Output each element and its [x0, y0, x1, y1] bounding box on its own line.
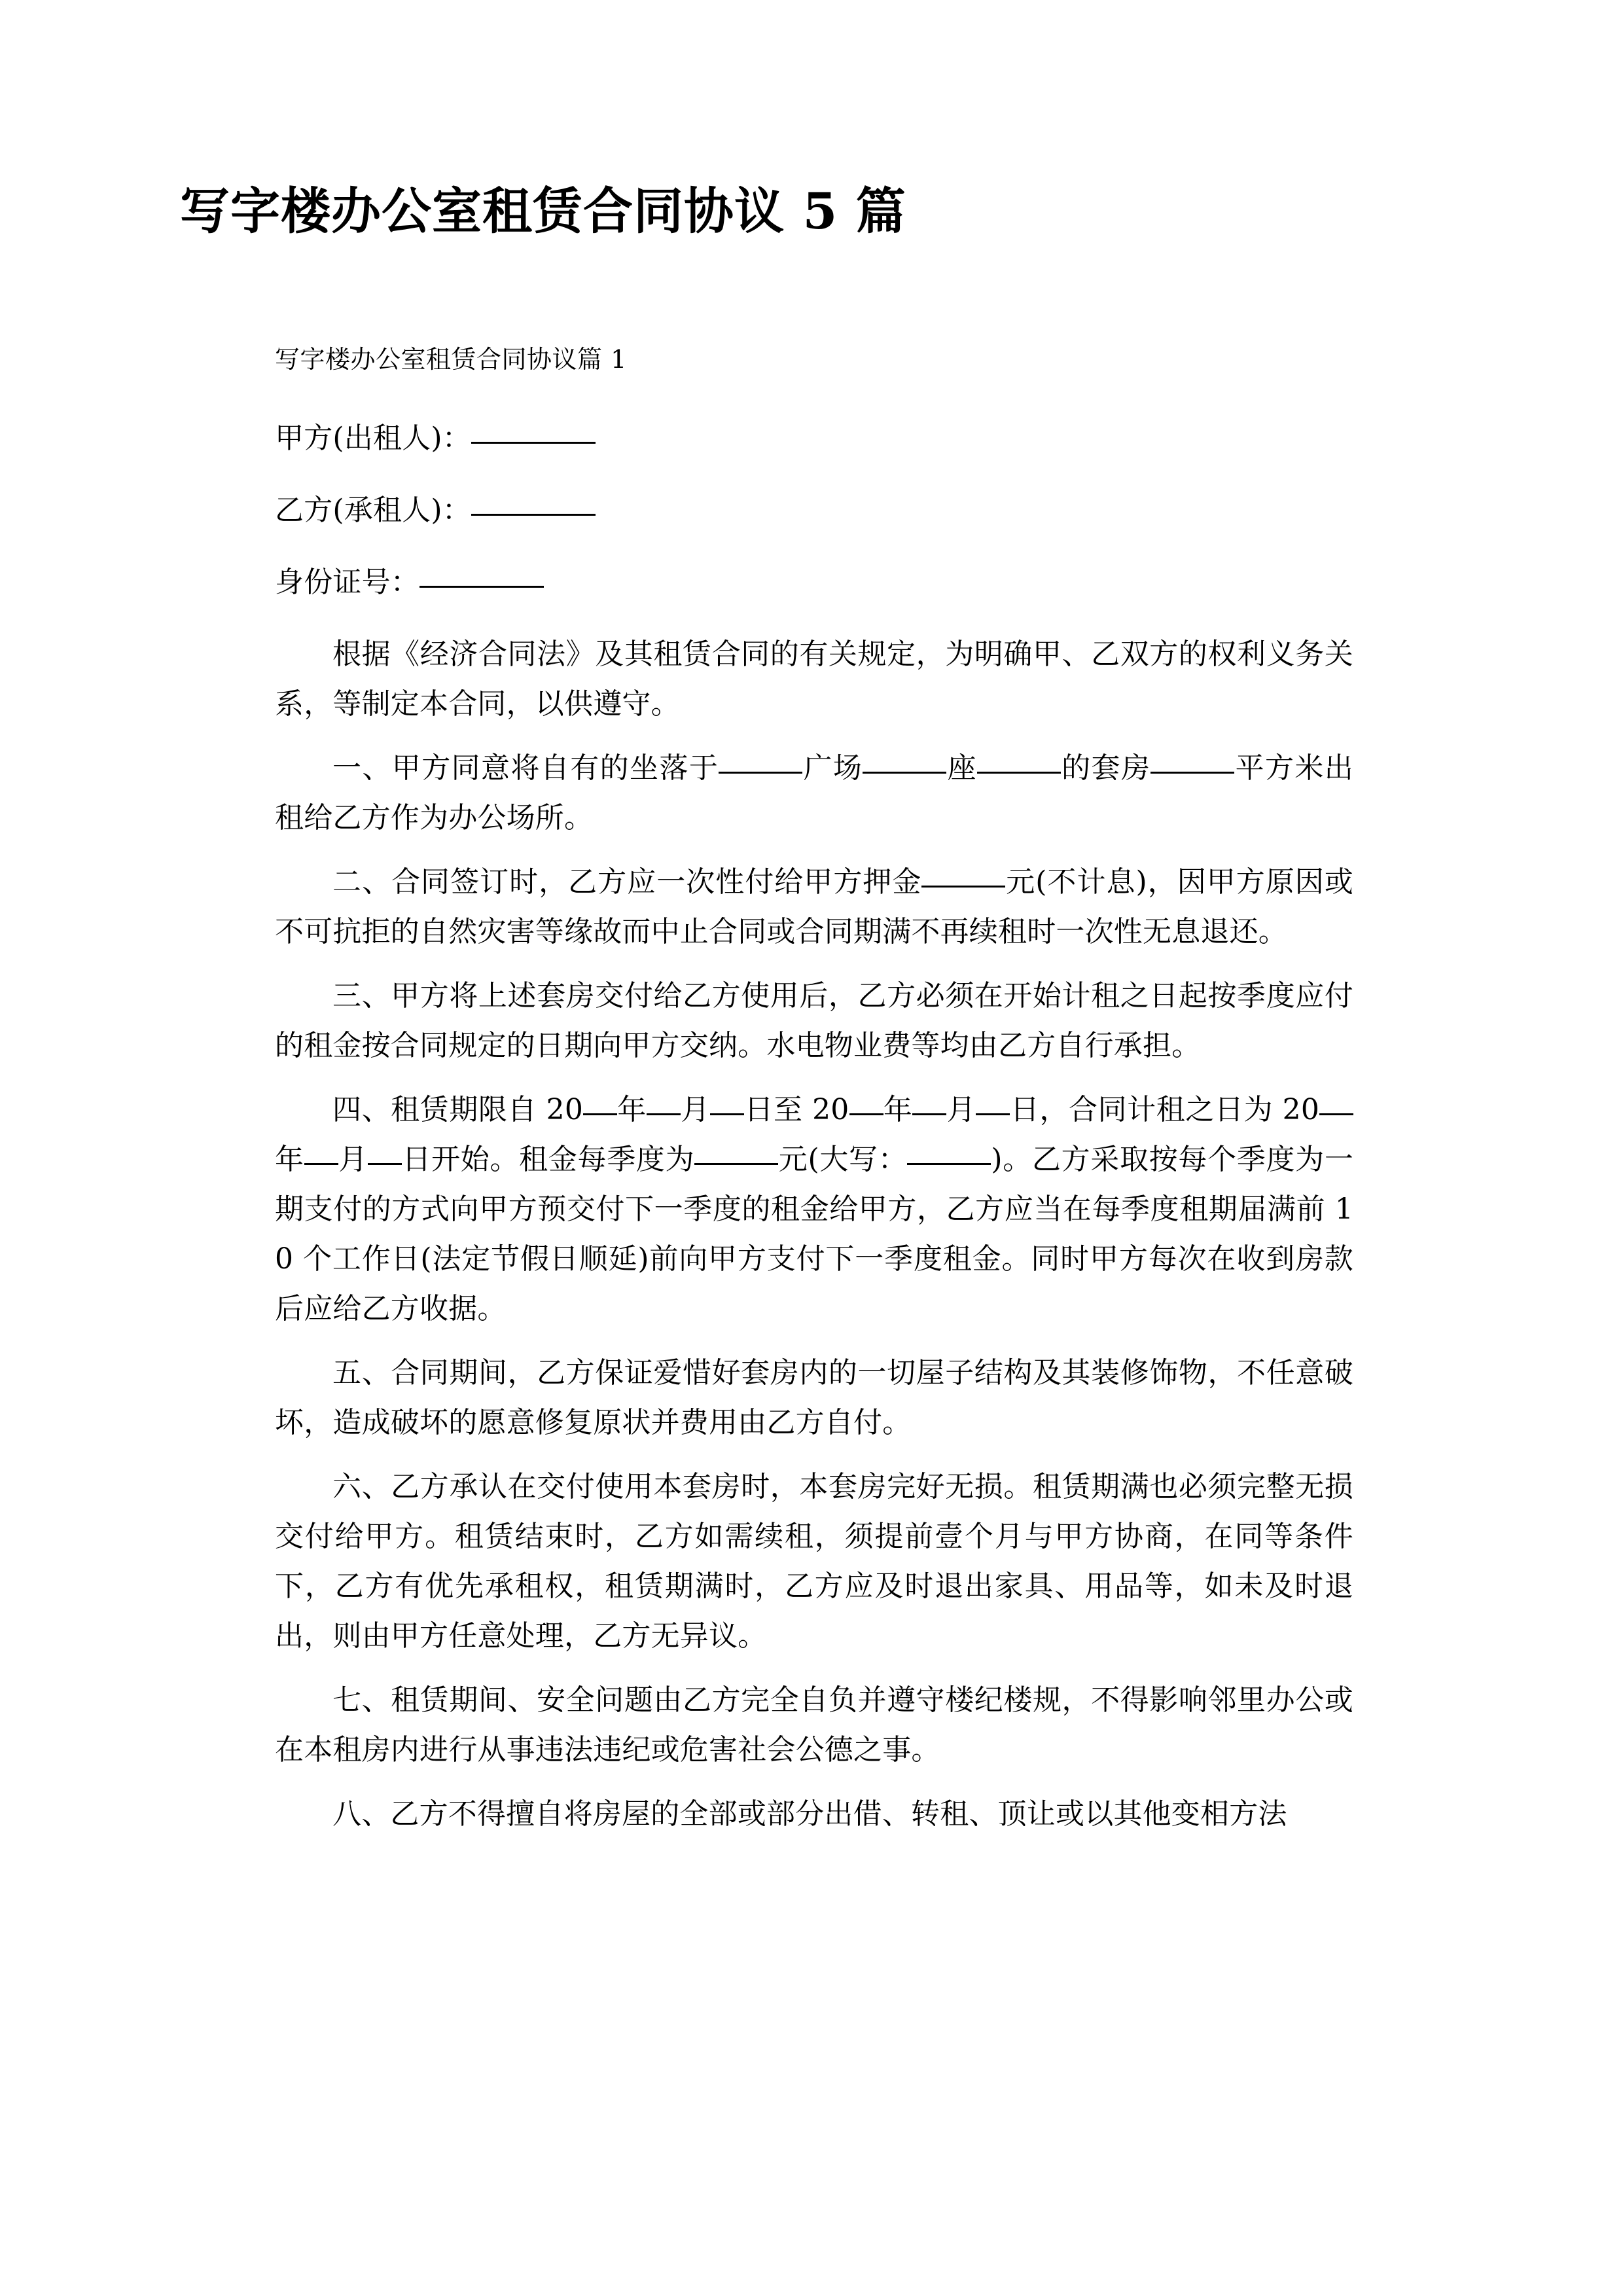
page-title: 写字楼办公室租赁合同协议 5 篇: [180, 182, 906, 240]
clause-4-blank-end-day[interactable]: [976, 1113, 1010, 1115]
field-input-idnumber[interactable]: [419, 586, 544, 588]
spacer: [275, 535, 1353, 558]
clause-1-text-d: 的套房: [1060, 751, 1151, 785]
field-label-tenant: 乙方(承租人)：: [275, 493, 471, 527]
field-input-landlord[interactable]: [471, 442, 596, 444]
spacer: [275, 1448, 1353, 1462]
field-input-tenant[interactable]: [471, 514, 596, 516]
clause-1: [275, 744, 1353, 843]
spacer: [275, 1661, 1353, 1676]
clause-4-unit-year-c: 年: [275, 1143, 304, 1176]
clause-3: 三、甲方将上述套房交付给乙方使用后，乙方必须在开始计租之日起按季度应付的租金按合同规定的日期向甲方交纳。水电物业费等均由乙方自行承担。: [275, 979, 1353, 1062]
clause-1-text-b: 广场: [802, 751, 863, 785]
clause-1-blank-suite[interactable]: [977, 772, 1061, 774]
clause-1-blank-area[interactable]: [1150, 772, 1234, 774]
spacer: [275, 372, 1353, 414]
field-row-landlord: [275, 414, 1353, 463]
clause-4-blank-start-year[interactable]: [583, 1113, 617, 1115]
clause-4: 四、租赁期限自 20 年 月 日至 20 年 月 日，合同计租之日为 20年 月 日开始。租金每季度为 元(大写： )。乙方采取按每个季度为一期支付的方式向甲方预交付下一季度的租金给甲方，乙方应当在每季度租期届满前 10 个工作日(法定节假日顺延)前向甲方支付下一季度租金。同时甲方每次在收到房款后应给乙方收据。: [275, 1093, 1354, 1325]
clause-5: 五、合同期间，乙方保证爱惜好套房内的一切屋子结构及其装修饰物，不任意破坏，造成破坏的愿意修复原状并费用由乙方自付。: [275, 1356, 1353, 1439]
spacer: [275, 1071, 1353, 1085]
spacer: [275, 729, 1353, 744]
field-row-idnumber: [275, 558, 1353, 607]
clause-4-blank-calc-month[interactable]: [304, 1163, 338, 1165]
spacer: [275, 1334, 1353, 1348]
clause-4-unit-year-a: 年: [617, 1093, 647, 1126]
spacer: [275, 1775, 1353, 1789]
clause-1-text-e: 平方米出租给乙方作为办公场所。: [275, 751, 1353, 834]
clause-4-year-prefix-start: 20: [546, 1093, 584, 1126]
clause-4-year-prefix-end: 20: [812, 1093, 849, 1126]
clause-4-blank-end-month[interactable]: [912, 1113, 946, 1115]
clause-4-blank-start-day[interactable]: [710, 1113, 744, 1115]
clause-4-year-prefix-calc: 20: [1282, 1093, 1320, 1126]
clause-4-unit-month-c: 月: [338, 1143, 368, 1176]
clause-4-workdays: 10: [275, 1193, 1353, 1276]
clause-4-blank-calc-year[interactable]: [1319, 1113, 1353, 1115]
clause-4-blank-start-month[interactable]: [647, 1113, 681, 1115]
clause-2-blank-deposit[interactable]: [921, 886, 1005, 888]
clause-1-text-a: 一、甲方同意将自有的坐落于: [332, 751, 719, 785]
spacer: [275, 843, 1353, 857]
clause-4-number: 四、: [332, 1093, 391, 1126]
clause-1-text-c: 座: [946, 751, 977, 785]
clause-4-unit-day-b: 日: [1010, 1093, 1040, 1126]
spacer: [275, 957, 1353, 971]
clause-4-unit-day-c: 日: [401, 1143, 432, 1176]
clause-4-blank-end-year[interactable]: [849, 1113, 883, 1115]
clause-8: 八、乙方不得擅自将房屋的全部或部分出借、转租、顶让或以其他变相方法: [332, 1797, 1287, 1831]
clause-4-blank-rent-words[interactable]: [907, 1163, 991, 1165]
clause-4-unit-month-b: 月: [946, 1093, 976, 1126]
clause-1-blank-tower[interactable]: [863, 772, 946, 774]
preamble-paragraph: 根据《经济合同法》及其租赁合同的有关规定，为明确甲、乙双方的权利义务关系，等制定本合同，以供遵守。: [275, 637, 1353, 721]
clause-2-text-b: 元(不计息)，因甲方原因或不可抗拒的自然灾害等缘故而中止合同或合同期满不再续租时一次性无息退还。: [275, 865, 1353, 948]
clause-6: 六、乙方承认在交付使用本套房时，本套房完好无损。租赁期满也必须完整无损交付给甲方。租赁结束时，乙方如需续租，须提前壹个月与甲方协商，在同等条件下，乙方有优先承租权，租赁期满时，乙方应及时退出家具、用品等，如未及时退出，则由甲方任意处理，乙方无异议。: [275, 1470, 1353, 1653]
field-row-tenant: [275, 486, 1353, 535]
clause-1-blank-plaza[interactable]: [719, 772, 802, 774]
spacer: [275, 607, 1353, 630]
clause-2-text-a: 二、合同签订时，乙方应一次性付给甲方押金: [332, 865, 922, 899]
section-subtitle: 写字楼办公室租赁合同协议篇 1: [275, 345, 627, 374]
spacer: [275, 463, 1353, 486]
field-label-idnumber: 身份证号：: [275, 565, 419, 599]
document-body: [275, 347, 1353, 1839]
clause-4-unit-year-b: 年: [883, 1093, 913, 1126]
clause-4-blank-rent-amount[interactable]: [694, 1163, 778, 1165]
clause-7: 七、租赁期间、安全问题由乙方完全自负并遵守楼纪楼规，不得影响邻里办公或在本租房内进行从事违法违纪或危害社会公德之事。: [275, 1683, 1353, 1767]
field-label-landlord: 甲方(出租人)：: [275, 422, 471, 455]
clause-4-blank-calc-day[interactable]: [368, 1163, 402, 1165]
clause-4-unit-day-a: 日: [743, 1093, 774, 1126]
clause-2: [275, 857, 1353, 957]
clause-4-unit-month-a: 月: [681, 1093, 710, 1126]
